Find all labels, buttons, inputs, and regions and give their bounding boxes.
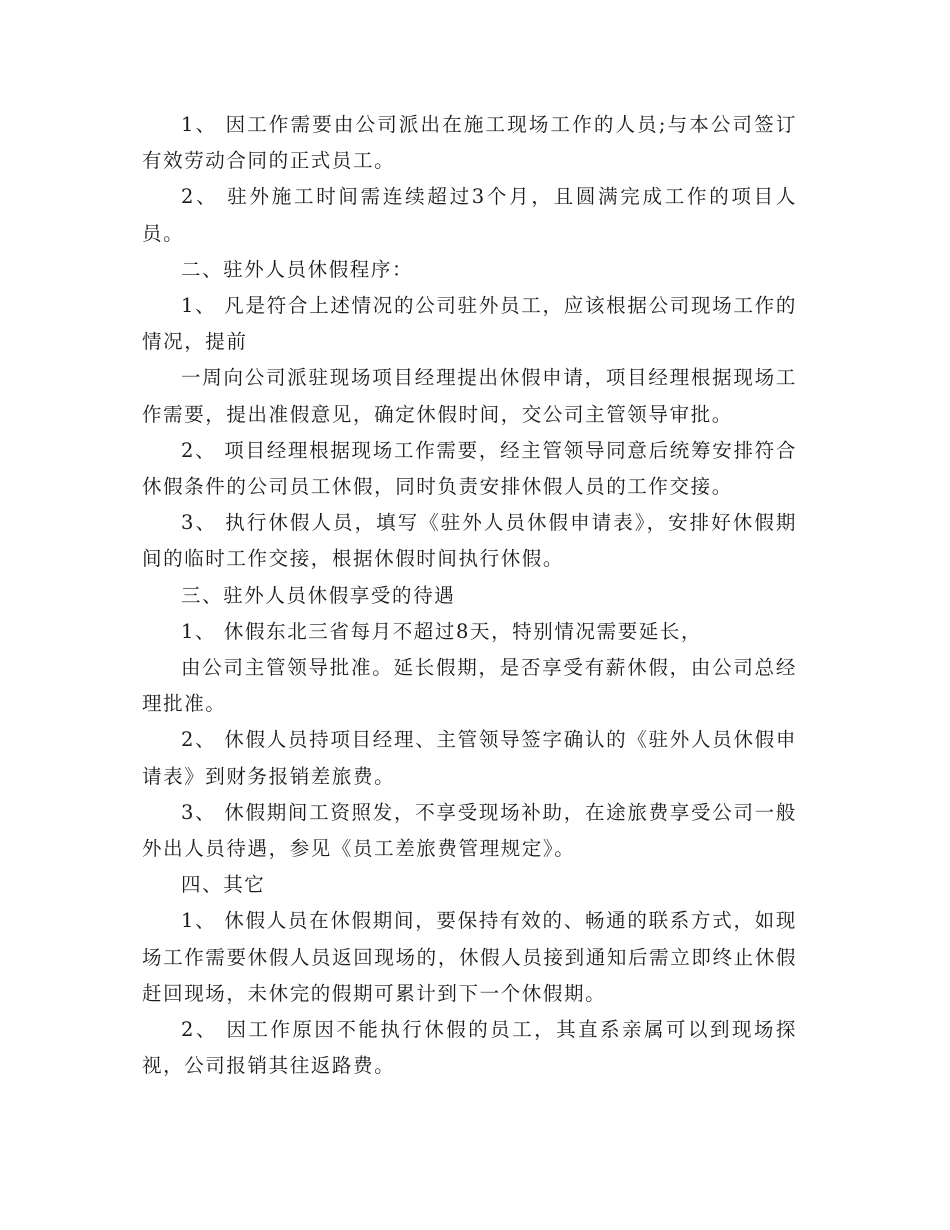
paragraph-benefits-1: 1、 休假东北三省每月不超过8天，特别情况需要延长，: [181, 619, 703, 643]
paragraph-other-1: 1、 休假人员在休假期间，要保持有效的、畅通的联系方式，如现场工作需要休假人员返回现场的，休假人员接到通知后需立即终止休假赶回现场，未休完的假期可累计到下一个休假期。: [142, 909, 797, 1005]
paragraph-procedure-3: 3、 执行休假人员，填写《驻外人员休假申请表》，安排好休假期间的临时工作交接，根据休假时间执行休假。: [142, 511, 797, 571]
paragraph-other-2: 2、 因工作原因不能执行休假的员工，其直系亲属可以到现场探视，公司报销其往返路费。: [142, 1018, 797, 1078]
paragraph-procedure-1: 1、 凡是符合上述情况的公司驻外员工，应该根据公司现场工作的情况，提前: [142, 294, 797, 354]
paragraph-benefits-1-cont: 由公司主管领导批准。延长假期，是否享受有薪休假，由公司总经理批准。: [142, 656, 797, 716]
paragraph-eligibility-1: 1、 因工作需要由公司派出在施工现场工作的人员;与本公司签订有效劳动合同的正式员工。: [142, 113, 797, 173]
paragraph-procedure-1-cont: 一周向公司派驻现场项目经理提出休假申请，项目经理根据现场工作需要，提出准假意见，确定休假时间，交公司主管领导审批。: [142, 366, 797, 426]
section-heading-other: 四、其它: [181, 873, 266, 897]
document-body: [142, 107, 797, 1084]
section-heading-leave-procedure: 二、驻外人员休假程序：: [181, 257, 414, 281]
paragraph-eligibility-2: 2、 驻外施工时间需连续超过3个月，且圆满完成工作的项目人员。: [142, 185, 797, 245]
section-heading-leave-benefits: 三、驻外人员休假享受的待遇: [181, 583, 456, 607]
paragraph-benefits-3: 3、 休假期间工资照发，不享受现场补助，在途旅费享受公司一般外出人员待遇，参见《员工差旅费管理规定》。: [142, 800, 797, 861]
paragraph-benefits-2: 2、 休假人员持项目经理、主管领导签字确认的《驻外人员休假申请表》到财务报销差旅费。: [142, 728, 797, 788]
paragraph-procedure-2: 2、 项目经理根据现场工作需要，经主管领导同意后统筹安排符合休假条件的公司员工休假，同时负责安排休假人员的工作交接。: [142, 438, 797, 499]
